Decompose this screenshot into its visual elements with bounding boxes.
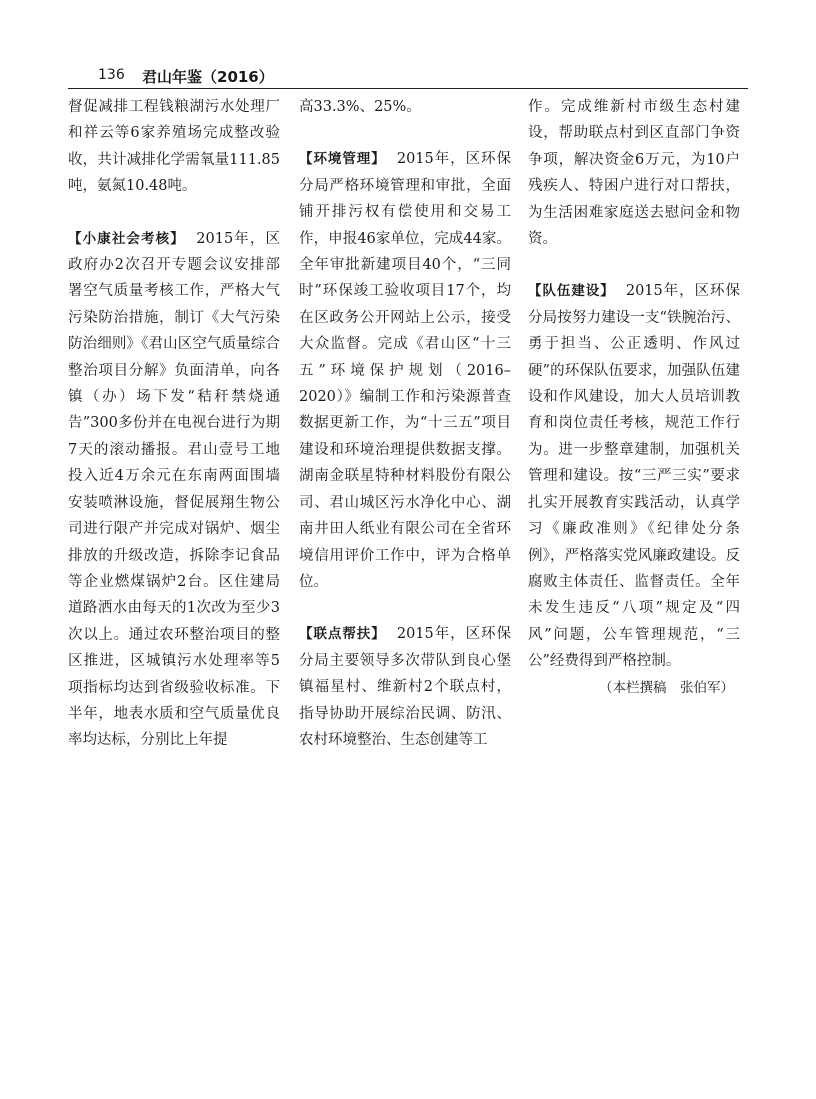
paragraph-text: 2015年，区环保分局严格环境管理和审批，全面铺开排污权有偿使用和交易工作，申报46家单位，完成44家。全年审批新建项目40个，“三同时”环保竣工验收项目17个，均在区政务公开网站上公示，接受大众监督。完成《君山区“十三五”环境保护规划（2016–2020）》编制工作和污染源普查数据更新工作，为“十三五”项目建设和环境治理提供数据支撑。湖南金联星特种材料股份有限公司、君山城区污水净化中心、湖南井田人纸业有限公司在全省环境信用评价工作中，评为合格单位。: [299, 151, 512, 590]
section-heading: 【环境管理】: [299, 151, 386, 168]
paragraph-text: 2015年，区政府办2次召开专题会议安排部署空气质量考核工作，严格大气污染防治措施，制订《大气污染防治细则》《君山区空气质量综合整治项目分解》负面清单，向各镇（办）场下发“秸秆禁烧通告”300多份并在电视台进行为期7天的滚动播报。君山壹号工地投入近4万余元在东南两面围墙安装喷淋设施，督促展翔生物公司进行限产并完成对锅炉、烟尘排放的升级改造，拆除李记食品等企业燃煤锅炉2台。区住建局道路洒水由每天的1次改为至少3次以上。通过农环整治项目的整区推进，区城镇污水处理率等5项指标均达到省级验收标准。下半年，地表水质和空气质量优良率均达标，分别比上年提: [68, 230, 281, 749]
section-heading: 【小康社会考核】: [68, 230, 185, 247]
paragraph: [299, 146, 511, 595]
text-column-3: [528, 94, 740, 701]
running-title: 君山年鉴（2016）: [142, 68, 274, 86]
paragraph: [528, 278, 740, 674]
paragraph-text: 督促减排工程钱粮湖污水处理厂和祥云等6家养殖场完成整改验收，共计减排化学需氧量111.85吨，氨氮10.48吨。: [68, 99, 280, 195]
text-column-2: [299, 94, 511, 753]
paragraph: [299, 94, 511, 120]
page-header: [68, 62, 748, 89]
paragraph: [68, 226, 280, 754]
text-column-1: [68, 94, 280, 754]
author-byline: （本栏撰稿 张伯军）: [599, 679, 734, 696]
paragraph-text: 作。完成维新村市级生态村建设，帮助联点村到区直部门争资争项，解决资金6万元，为10户残疾人、特困户进行对口帮扶，为生活困难家庭送去慰问金和物资。: [528, 99, 740, 248]
paragraph-text: 2015年，区环保分局主要领导多次带队到良心堡镇福星村、维新村2个联点村，指导协助开展综治民调、防汛、农村环境整治、生态创建等工: [299, 626, 512, 748]
paragraph: [528, 94, 740, 252]
section-heading: 【联点帮扶】: [299, 626, 386, 643]
paragraph: [299, 621, 511, 753]
page-number: 136: [98, 67, 125, 83]
paragraph-text: 2015年，区环保分局按努力建设一支“铁腕治污、勇于担当、公正透明、作风过硬”的环保队伍要求，加强队伍建设和作风建设，加大人员培训教育和岗位责任考核，规范工作行为。进一步整章建制，加强机关管理和建设。按“三严三实”要求扎实开展教育实践活动，认真学习《廉政准则》《纪律处分条例》，严格落实党风廉政建设。反腐败主体责任、监督责任。全年未发生违反“八项”规定及“四风”问题，公车管理规范，“三公”经费得到严格控制。: [528, 283, 741, 670]
section-heading: 【队伍建设】: [528, 283, 615, 300]
paragraph-text: 高33.3%、25%。: [299, 99, 421, 115]
paragraph: [68, 94, 280, 200]
